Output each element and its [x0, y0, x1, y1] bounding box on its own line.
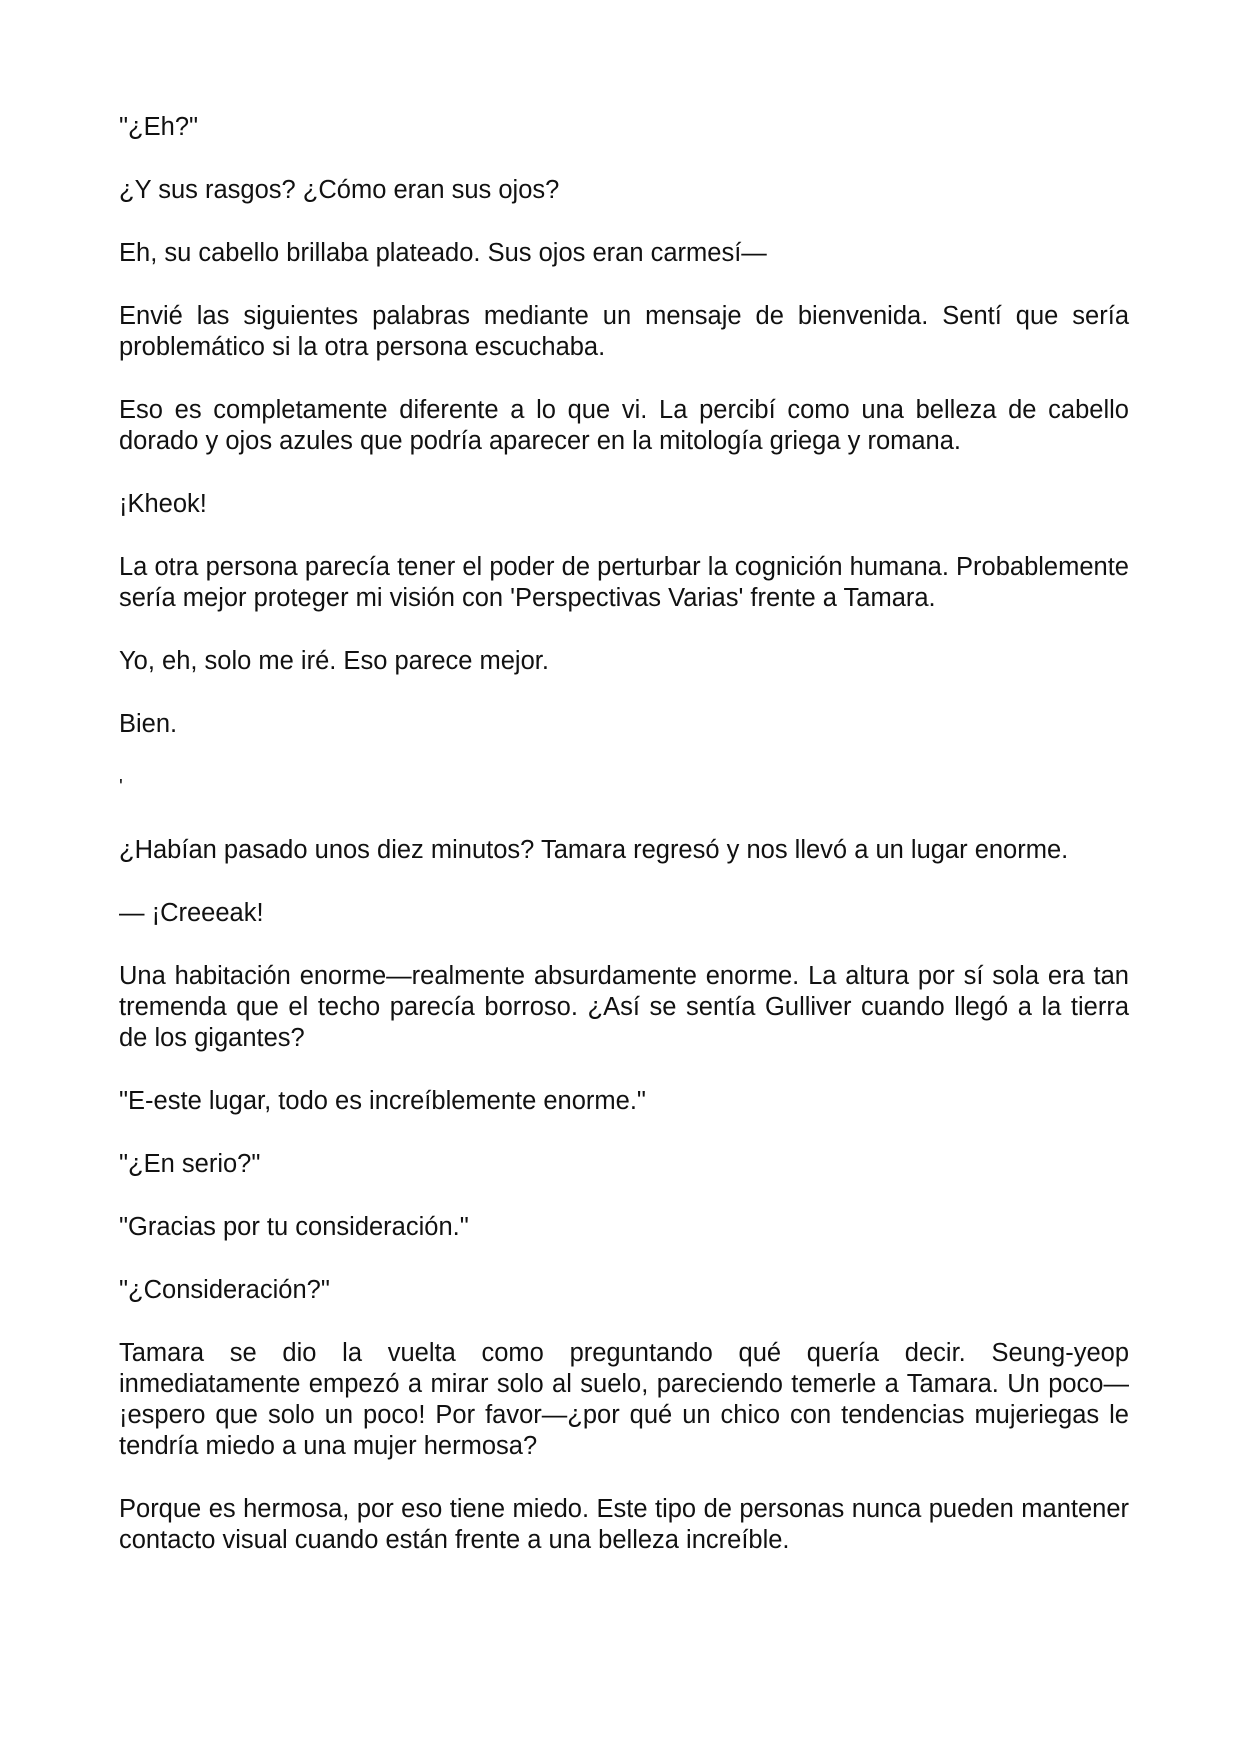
paragraph: Tamara se dio la vuelta como preguntando qué quería decir. Seung-yeop inmediatamente empezó a mirar solo al suelo, pareciendo temerle a Tamara. Un poco—¡espero que solo un poco! Por favor—¿por qué un chico con tendencias mujeriegas le tendría miedo a una mujer hermosa?: [119, 1339, 1129, 1460]
paragraph: Envié las siguientes palabras mediante un mensaje de bienvenida. Sentí que sería problemático si la otra persona escuchaba.: [119, 302, 1129, 361]
paragraph: — ¡Creeeak!: [119, 899, 264, 927]
paragraph: Una habitación enorme—realmente absurdamente enorme. La altura por sí sola era tan tremenda que el techo parecía borroso. ¿Así se sentía Gulliver cuando llegó a la tierra de los gigantes?: [119, 962, 1129, 1052]
paragraph: Bien.: [119, 710, 178, 738]
paragraph: ¡Kheok!: [119, 490, 207, 518]
paragraph: Porque es hermosa, por eso tiene miedo. Este tipo de personas nunca pueden mantener contacto visual cuando están frente a una belleza increíble.: [119, 1495, 1129, 1554]
paragraph: Eh, su cabello brillaba plateado. Sus ojos eran carmesí—: [119, 239, 767, 267]
paragraph: La otra persona parecía tener el poder de perturbar la cognición humana. Probablemente sería mejor proteger mi visión con 'Perspectivas Varias' frente a Tamara.: [119, 553, 1129, 612]
document-body: [119, 112, 1129, 1588]
paragraph: "¿Eh?": [119, 113, 199, 141]
paragraph: "Gracias por tu consideración.": [119, 1213, 469, 1241]
paragraph: "¿En serio?": [119, 1150, 261, 1178]
paragraph: "¿Consideración?": [119, 1276, 330, 1304]
paragraph: ¿Y sus rasgos? ¿Cómo eran sus ojos?: [119, 176, 560, 204]
paragraph: Eso es completamente diferente a lo que vi. La percibí como una belleza de cabello dorado y ojos azules que podría aparecer en la mitología griega y romana.: [119, 396, 1129, 455]
paragraph: "E-este lugar, todo es increíblemente enorme.": [119, 1087, 646, 1115]
paragraph: Yo, eh, solo me iré. Eso parece mejor.: [119, 647, 549, 675]
paragraph: ¿Habían pasado unos diez minutos? Tamara regresó y nos llevó a un lugar enorme.: [119, 836, 1069, 864]
scene-break-mark: ': [119, 776, 123, 798]
